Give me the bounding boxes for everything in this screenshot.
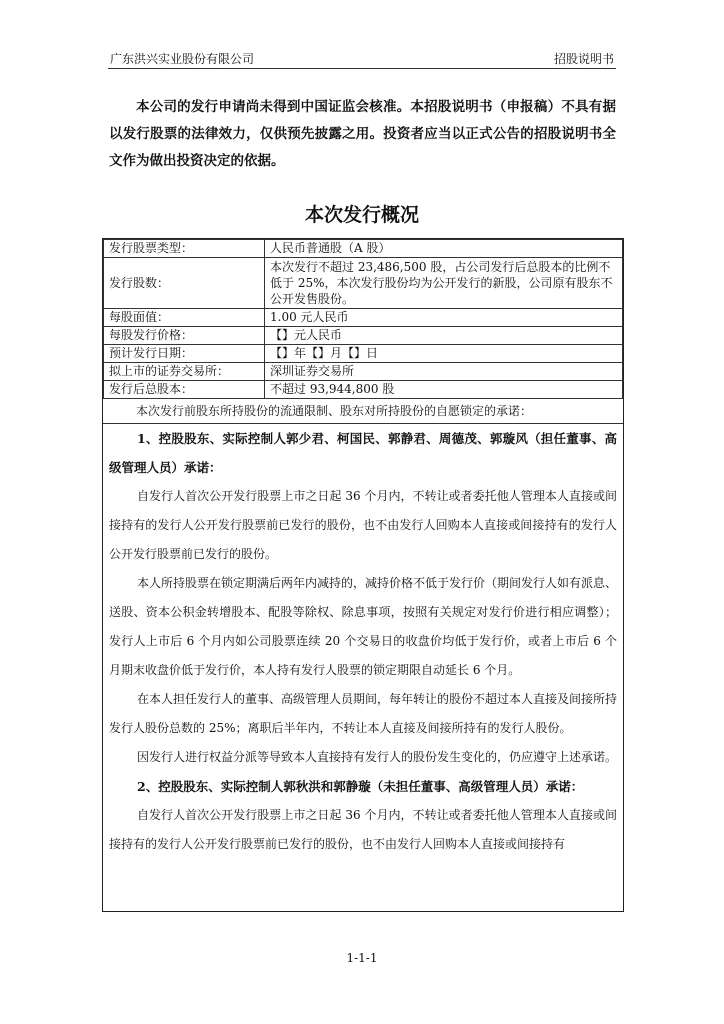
header-doc-type: 招股说明书 [553,52,614,66]
lockup-intro: 本次发行前股东所持股份的流通限制、股东对所持股份的自愿锁定的承诺： [103,399,623,424]
table-row [104,258,623,309]
row-label: 发行股数： [104,258,265,309]
commitment-paragraph: 本人所持股票在锁定期满后两年内减持的，减持价格不低于发行价（期间发行人如有派息、送股、资本公积金转增股本、配股等除权、除息事项，按照有关规定对发行价进行相应调整）；发行人上市后 6 个月内如公司股票连续 20 个交易日的收盘价均低于发行价，或者上市后 6 个月期末收盘价低于发行价，本人持有发行人股票的锁定期限自动延长 6 个月。 [109,576,618,677]
row-label: 每股面值： [104,309,265,327]
commitment-heading-1: 1、控股股东、实际控制人郭少君、柯国民、郭静君、周德茂、郭璇风（担任董事、高级管理人员）承诺： [109,431,617,475]
commitment-paragraph: 在本人担任发行人的董事、高级管理人员期间，每年转让的股份不超过本人直接及间接所持发行人股份总数的 25%；离职后半年内，不转让本人直接及间接所持有的发行人股份。 [109,692,618,735]
row-value: 本次发行不超过 23,486,500 股，占公司发行后总股本的比例不低于 25%，本次发行股份均为公开发行的新股，公司原有股东不公开发售股份。 [265,258,623,309]
table-row [104,327,623,345]
row-label: 发行后总股本： [104,381,265,399]
row-label: 预计发行日期： [104,345,265,363]
row-value: 人民币普通股（A 股） [265,240,623,258]
row-value: 深圳证券交易所 [265,363,623,381]
disclaimer-notice: 本公司的发行申请尚未得到中国证监会核准。本招股说明书（申报稿）不具有据以发行股票的法律效力，仅供预先披露之用。投资者应当以正式公告的招股说明书全文作为做出投资决定的依据。 [109,99,616,169]
commitment-paragraph: 因发行人进行权益分派等导致本人直接持有发行人的股份发生变化的，仍应遵守上述承诺。 [137,750,618,764]
row-value: 【】年【】月【】日 [265,345,623,363]
page-header [108,50,616,69]
header-company: 广东洪兴实业股份有限公司 [110,52,255,66]
offering-overview-box [102,238,624,912]
page-number: 1-1-1 [346,951,378,965]
table-row [104,363,623,381]
row-label: 发行股票类型： [104,240,265,258]
commitment-paragraph: 自发行人首次公开发行股票上市之日起 36 个月内，不转让或者委托他人管理本人直接或间接持有的发行人公开发行股票前已发行的股份，也不由发行人回购本人直接或间接持有的发行人公开发行股票前已发行的股份。 [109,489,617,561]
row-value: 【】元人民币 [265,327,623,345]
row-value: 1.00 元人民币 [265,309,623,327]
table-row [104,345,623,363]
row-value: 不超过 93,944,800 股 [265,381,623,399]
table-row [104,309,623,327]
offering-table [103,239,623,399]
section-title: 本次发行概况 [304,204,419,226]
commitment-paragraph: 自发行人首次公开发行股票上市之日起 36 个月内，不转让或者委托他人管理本人直接或间接持有的发行人公开发行股票前已发行的股份，也不由发行人回购本人直接或间接持有 [109,808,617,851]
commitment-heading-2: 2、控股股东、实际控制人郭秋洪和郭静璇（未担任董事、高级管理人员）承诺： [137,779,584,794]
row-label: 拟上市的证券交易所： [104,363,265,381]
table-row [104,381,623,399]
table-row [104,240,623,258]
row-label: 每股发行价格： [104,327,265,345]
